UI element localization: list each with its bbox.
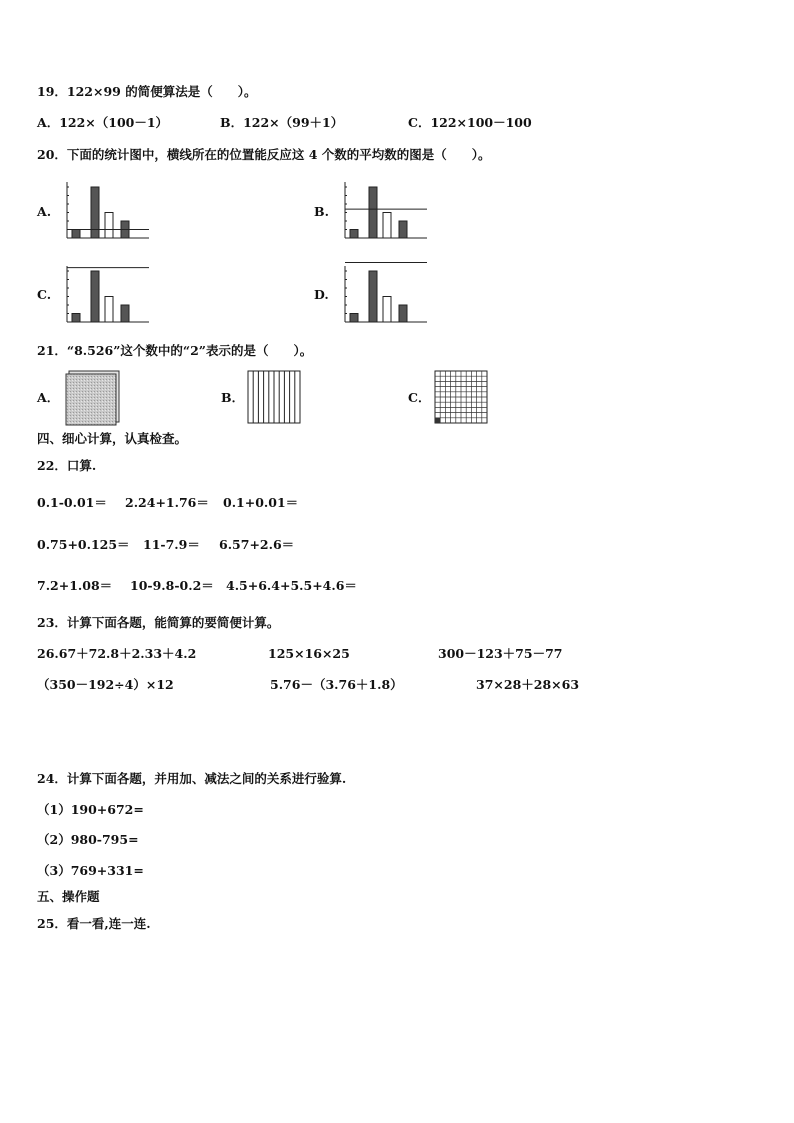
q24-item: （2）980-795= <box>37 832 139 847</box>
q23-item: 300－123＋75－77 <box>438 646 563 661</box>
q21-option-b-strips[interactable] <box>246 370 302 426</box>
q20-label-a[interactable]: A. <box>37 204 52 219</box>
shaded-square <box>435 418 440 423</box>
q24-stem: 24．计算下面各题，并用加、减法之间的关系进行验算. <box>37 771 347 786</box>
chart-bar <box>350 314 358 323</box>
chart-bar <box>105 297 113 323</box>
q23-item: （350－192÷4）×12 <box>37 677 174 692</box>
q19-stem: 19．122×99 的简便算法是（ ）。 <box>37 84 257 99</box>
chart-bar <box>399 221 407 238</box>
chart-bar <box>91 187 99 238</box>
q20-label-b[interactable]: B. <box>314 204 329 219</box>
q20-stem: 20．下面的统计图中，横线所在的位置能反应这 4 个数的平均数的图是（ ）。 <box>37 147 491 162</box>
q23-stem: 23．计算下面各题，能简算的要简便计算。 <box>37 615 280 630</box>
section-5-heading: 五、操作题 <box>37 889 100 904</box>
q25-stem: 25．看一看,连一连. <box>37 916 151 931</box>
chart-bar <box>369 187 377 238</box>
chart-bar <box>383 213 391 239</box>
q22-stem: 22．口算. <box>37 458 97 473</box>
chart-bar <box>105 213 113 239</box>
chart-bar <box>383 297 391 323</box>
q24-item: （3）769+331= <box>37 863 144 878</box>
q22-item: 6.57+2.6＝ <box>219 537 295 552</box>
q22-item: 10-9.8-0.2＝ <box>130 578 214 593</box>
q23-item: 5.76－（3.76＋1.8） <box>270 677 403 692</box>
q21-option-a-label[interactable]: A． <box>37 390 60 405</box>
chart-bar <box>72 314 80 323</box>
q22-item: 0.75+0.125＝ <box>37 537 130 552</box>
q21-option-a-stacked-squares[interactable] <box>64 370 122 428</box>
q20-chart-d[interactable] <box>340 264 430 328</box>
q20-label-d[interactable]: D. <box>314 287 329 302</box>
q22-item: 0.1-0.01＝ <box>37 495 107 510</box>
q24-item: （1）190+672= <box>37 802 144 817</box>
chart-bar <box>72 230 80 239</box>
q21-option-c-label[interactable]: C． <box>408 390 431 405</box>
q22-item: 2.24+1.76＝ <box>125 495 209 510</box>
q21-option-c-grid[interactable] <box>433 370 489 426</box>
q23-item: 125×16×25 <box>268 646 350 661</box>
q20-label-c[interactable]: C. <box>37 287 52 302</box>
q19-option-b[interactable]: B．122×（99＋1） <box>220 115 344 130</box>
q19-option-c[interactable]: C．122×100－100 <box>408 115 532 130</box>
q19-option-a[interactable]: A．122×（100－1） <box>37 115 169 130</box>
q23-item: 37×28＋28×63 <box>476 677 580 692</box>
q22-item: 4.5+6.4+5.5+4.6＝ <box>226 578 357 593</box>
q22-item: 7.2+1.08＝ <box>37 578 113 593</box>
chart-bar <box>91 271 99 322</box>
q22-item: 11-7.9＝ <box>143 537 200 552</box>
q20-chart-a[interactable] <box>62 180 152 244</box>
chart-bar <box>350 230 358 239</box>
chart-bar <box>369 271 377 322</box>
chart-bar <box>399 305 407 322</box>
q21-option-b-label[interactable]: B． <box>221 390 245 405</box>
q20-chart-b[interactable] <box>340 180 430 244</box>
q23-item: 26.67＋72.8＋2.33＋4.2 <box>37 646 197 661</box>
chart-bar <box>121 305 129 322</box>
q22-item: 0.1+0.01＝ <box>223 495 299 510</box>
q21-stem: 21．“8.526”这个数中的“2”表示的是（ ）。 <box>37 343 313 358</box>
q20-chart-c[interactable] <box>62 264 152 328</box>
section-4-heading: 四、细心计算，认真检查。 <box>37 431 188 446</box>
